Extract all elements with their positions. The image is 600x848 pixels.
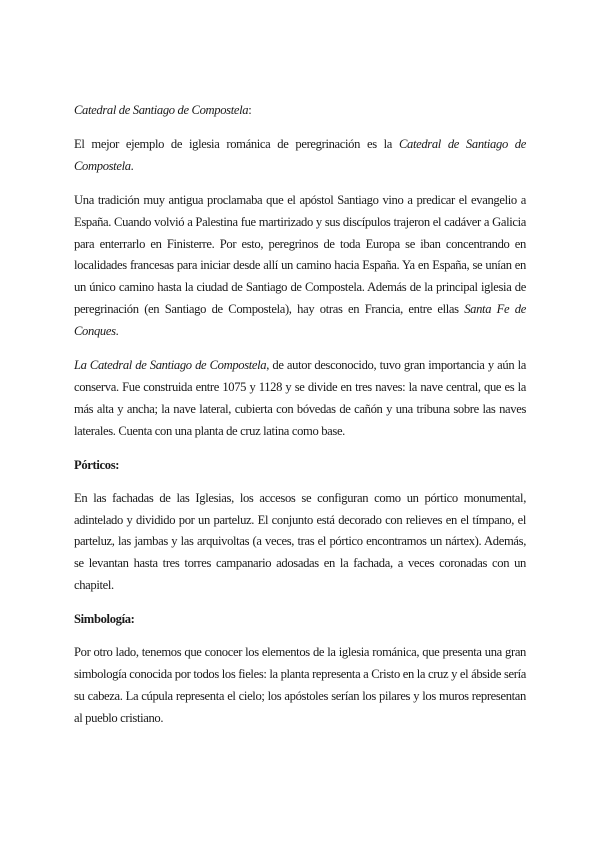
document-title	[74, 100, 526, 122]
document-page	[74, 100, 526, 742]
tradition-paragraph	[74, 190, 526, 343]
porticos-heading: Pórticos:	[74, 457, 120, 472]
title-colon: :	[248, 103, 252, 117]
title-text: Catedral de Santiago de Compostela	[74, 103, 249, 117]
cathedral-emphasis: La Catedral de Santiago de Compostela	[74, 358, 267, 373]
intro-end: .	[130, 158, 134, 173]
simbologia-paragraph: Por otro lado, tenemos que conocer los elementos de la iglesia románica, que presenta una gran simbología conocida por todos los fieles: la planta representa a Cristo en la cruz y el ábside sería su cabeza. La cúpula representa el cielo; los apóstoles serían los pilares y los muros representan al pueblo cristiano.	[74, 645, 526, 725]
intro-text: El mejor ejemplo de iglesia románica de peregrinación es la	[74, 136, 399, 151]
tradition-text: Una tradición muy antigua proclamaba que el apóstol Santiago vino a predicar el evangelio a España. Cuando volvió a Palestina fue martirizado y sus discípulos trajeron el cadáver a Galicia para enterrarlo en Finisterre. Por esto, peregrinos de toda Europa se iban concentrando en localidades francesas para iniciar desde allí un camino hacia España. Ya en España, se unían en un único camino hasta la ciudad de Santiago de Compostela. Además de la principal iglesia de peregrinación (en Santiago de Compostela), hay otras en Francia, entre ellas	[74, 192, 526, 317]
cathedral-paragraph	[74, 355, 526, 443]
tradition-end: .	[115, 324, 119, 339]
intro-emphasis: Catedral de Santiago de Compostela	[74, 136, 526, 173]
simbologia-heading: Simbología:	[74, 612, 135, 627]
tradition-emphasis: Santa Fe de Conques	[74, 302, 526, 339]
cathedral-text: , de autor desconocido, tuvo gran importancia y aún la conserva. Fue construida entre 1075 y 1128 y se divide en tres naves: la nave central, que es la más alta y ancha; la nave lateral, cubierta con bóvedas de cañón y una tribuna sobre las naves laterales. Cuenta con una planta de cruz latina como base.	[74, 358, 526, 438]
porticos-paragraph: En las fachadas de las Iglesias, los accesos se configuran como un pórtico monumental, adintelado y dividido por un parteluz. El conjunto está decorado con relieves en el tímpano, el parteluz, las jambas y las arquivoltas (a veces, tras el pórtico encontramos un nártex). Además, se levantan hasta tres torres campanario adosadas en la fachada, a veces coronadas con un chapitel.	[74, 490, 526, 593]
intro-paragraph	[74, 134, 526, 178]
